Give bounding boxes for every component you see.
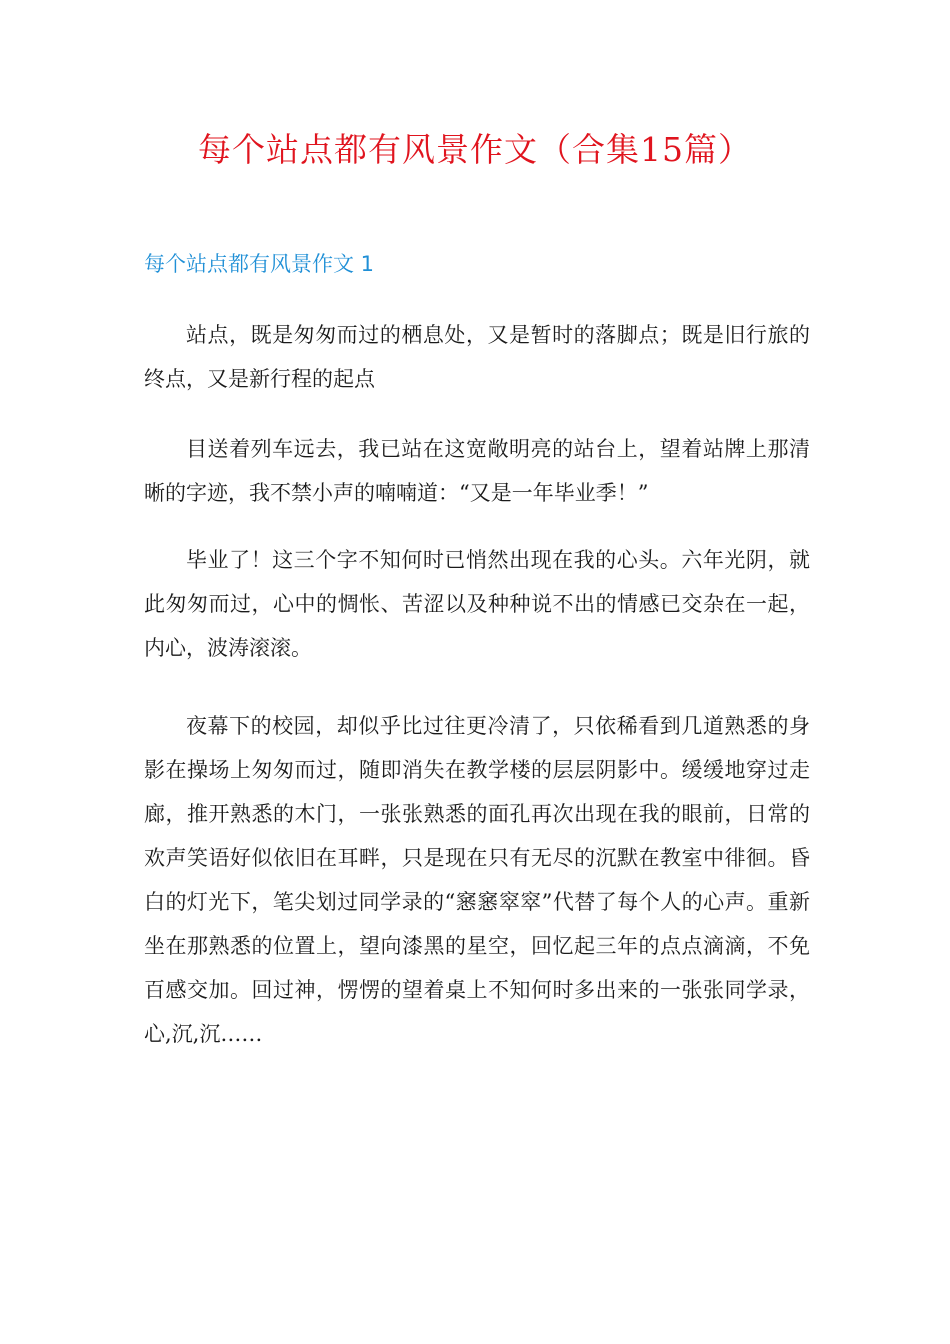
body-paragraph-4: 夜幕下的校园，却似乎比过往更冷清了，只依稀看到几道熟悉的身影在操场上匆匆而过，随即消失在教学楼的层层阴影中。缓缓地穿过走廊，推开熟悉的木门，一张张熟悉的面孔再次出现在我的眼前，日常的欢声笑语好似依旧在耳畔，只是现在只有无尽的沉默在教室中徘徊。昏白的灯光下，笔尖划过同学录的“窸窸窣窣”代替了每个人的心声。重新坐在那熟悉的位置上，望向漆黑的星空，回忆起三年的点点滴滴，不免百感交加。回过神，愣愣的望着桌上不知何时多出来的一张张同学录，心,沉,沉…… (144, 714, 810, 1046)
section-heading: 每个站点都有风景作文 1 (144, 252, 375, 276)
document-title: 每个站点都有风景作文（合集15篇） (198, 130, 752, 169)
body-paragraph-3: 毕业了！这三个字不知何时已悄然出现在我的心头。六年光阴，就此匆匆而过，心中的惆怅、苦涩以及种种说不出的情感已交杂在一起，内心，波涛滚滚。 (144, 548, 810, 660)
body-paragraph-2: 目送着列车远去，我已站在这宽敞明亮的站台上，望着站牌上那清晰的字迹，我不禁小声的喃喃道：“又是一年毕业季！” (144, 437, 810, 505)
body-paragraph-1: 站点，既是匆匆而过的栖息处，又是暂时的落脚点；既是旧行旅的终点，又是新行程的起点 (144, 323, 810, 391)
